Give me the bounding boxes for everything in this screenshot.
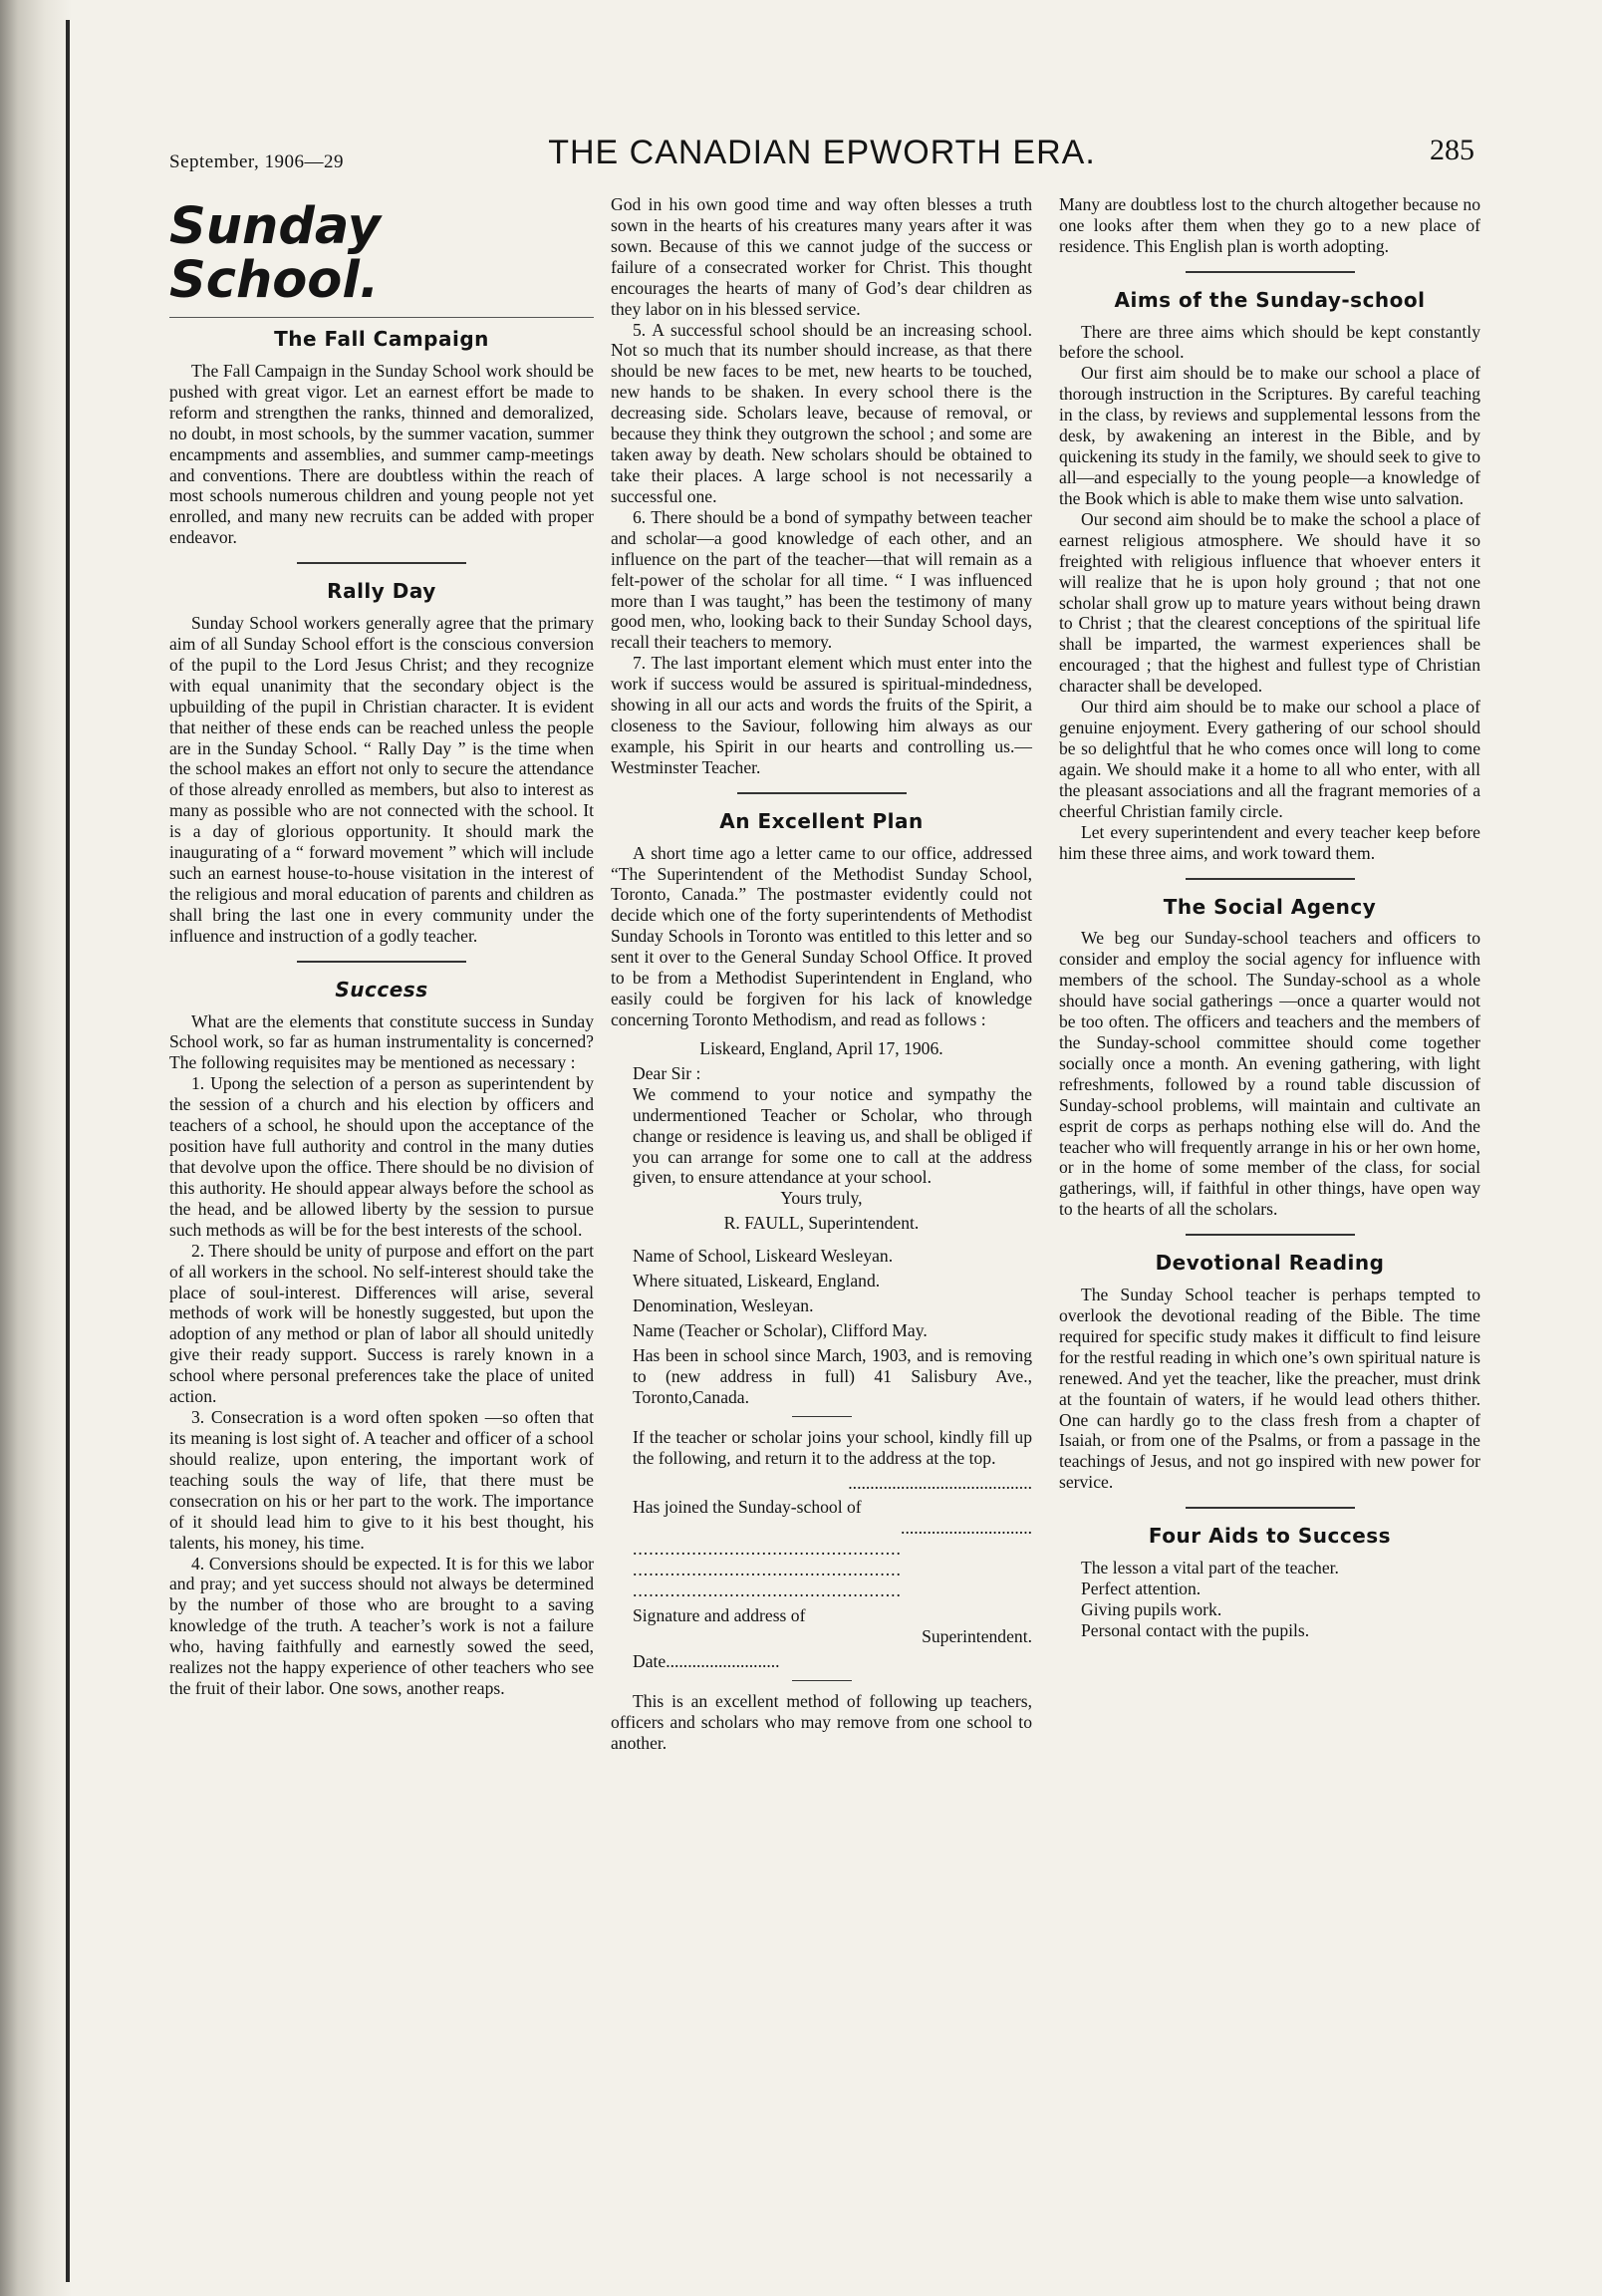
section-divider bbox=[297, 562, 466, 564]
page-number: 285 bbox=[1430, 134, 1474, 166]
section-divider bbox=[737, 792, 907, 794]
paragraph: Our first aim should be to make our school a place of thorough instruction in the Scriptures. By careful teaching in the class, by reviews and supplemental lessons from the desk, by awakening an interest in the Bible, and by quickening its study in the family, we should seek to give to all—and especially to the young people—a knowledge of the Book which is able to make them wise unto salvation. bbox=[1059, 363, 1480, 508]
paragraph: God in his own good time and way often blesses a truth sown in the hearts of his creatures many years after it was sown. Because of this we cannot judge of the success or failure of a consecrated worker for Christ. This thought encourages the hearts of many of God’s dear children as they labor on in his blessed service. bbox=[611, 194, 1032, 319]
page-header bbox=[169, 134, 1474, 183]
section-divider bbox=[297, 961, 466, 963]
short-divider bbox=[792, 1416, 852, 1417]
form-name: Name (Teacher or Scholar), Clifford May. bbox=[633, 1319, 928, 1340]
paragraph: There are three aims which should be kept constantly before the school. bbox=[1059, 321, 1480, 363]
paragraph: 5. A successful school should be an increasing school. Not so much that its number should increase, as that there should be new faces to be met, new hearts to be touched, new hands to be shaken. In every school there is the decreasing side. Scholars leave, because of removal, or because they think they outgrown the school ; and some are taken away by death. New scholars should be obtained to take their places. A large school is not necessarily a successful one. bbox=[611, 319, 1032, 506]
form-blank: .......................................... bbox=[848, 1472, 1032, 1493]
form-date: Date.......................... bbox=[633, 1650, 780, 1671]
column-right bbox=[1059, 194, 1480, 1641]
form-situated: Where situated, Liskeard, England. bbox=[633, 1271, 881, 1292]
paragraph: 2. There should be unity of purpose and effort on the part of all workers in the school. No self-interest should take the place of soul-interest. Differences will arise, several methods of work will be honestly suggested, but upon the adoption of any method or plan of labor all should unitedly give their ready support. Success is rarely known in a school where personal preferences take the place of united action. bbox=[169, 1240, 594, 1407]
letter-salutation: Dear Sir : bbox=[633, 1062, 701, 1083]
heading-four-aids: Four Aids to Success bbox=[1148, 1524, 1392, 1549]
paragraph: We beg our Sunday-school teachers and officers to consider and employ the social agency for influence with members of the school. The Sunday-school as a whole should have social gatherings —once a quarter would not be too often. The officers and teachers and the members of the Sunday-school committee should come together socially once a month. An evening gathering, with light refreshments, followed by a round table discussion of Sunday-school problems, will maintain and cultivate an esprit de corps as perhaps nothing else will do. And the teacher who will frequently arrange in his or her own home, or in the home of some member of the class, for social gatherings, will, if faithful in other things, have open way to the hearts of all the scholars. bbox=[1059, 928, 1480, 1220]
paragraph: 7. The last important element which must enter into the work if success would be assured is spiritual-mindedness, showing in all our acts and words the fruits of the Spirit, a closeness to the Saviour, following him always as our example, his Spirit in our hearts and controlling us.— Westminster Teacher. bbox=[611, 653, 1032, 777]
issue-date: September, 1906—29 bbox=[169, 151, 344, 172]
form-joined: Has joined the Sunday-school of bbox=[633, 1497, 862, 1518]
binding-shadow bbox=[0, 0, 72, 2296]
heading-rally-day: Rally Day bbox=[327, 579, 436, 604]
heading-fall-campaign: The Fall Campaign bbox=[274, 327, 489, 352]
section-divider bbox=[1186, 1234, 1355, 1236]
aids-list bbox=[1059, 1558, 1480, 1641]
list-item: Perfect attention. bbox=[1081, 1578, 1202, 1598]
paragraph: A short time ago a letter came to our office, addressed “The Superintendent of the Methodist Sunday School, Toronto, Canada.” The postmaster evidently could not decide which one of the forty superintendents of Methodist Sunday Schools in Toronto was entitled to this letter and so sent it over to the General Sunday School Office. It proved to be from a Methodist Superintendent in England, who easily could be forgiven for his lack of knowledge concerning Toronto Methodism, and read as follows : bbox=[611, 842, 1032, 1029]
publication-title: THE CANADIAN EPWORTH ERA. bbox=[548, 134, 1096, 171]
paragraph: 1. Upong the selection of a person as superintendent by the session of a church and his election by officers and teachers of a school, he should upon the acceptance of the position have full authority and control in the many duties that devolve upon the office. There should be no division of this authority. He should appear always before the school as the head, and be allowed liberty by the session to pursue such methods as will be for the best interests of the school. bbox=[169, 1073, 594, 1240]
letter-place: Liskeard, England, April 17, 1906. bbox=[699, 1037, 943, 1058]
department-title: Sunday School. bbox=[169, 200, 594, 318]
paragraph: What are the elements that constitute success in Sunday School work, so far as human instrumentality is concerned? The following requisites may be mentioned as necessary : bbox=[169, 1010, 594, 1073]
form-instructions: If the teacher or scholar joins your school, kindly fill up the following, and return it to the address at the top. bbox=[633, 1426, 1032, 1468]
form-denomination: Denomination, Wesleyan. bbox=[633, 1295, 814, 1316]
paragraph: 4. Conversions should be expected. It is for this we labor and pray; and yet success should not always be determined by the number of those who are brought to a saving knowledge of the truth. A teacher’s work is not a failure who, having faithfully and earnestly sowed the seed, realizes not the happy experience of other teachers who see the fruit of their labor. One sows, another reaps. bbox=[169, 1553, 594, 1699]
paragraph: The Fall Campaign in the Sunday School work should be pushed with great vigor. Let an earnest effort be made to reform and strengthen the ranks, thinned and demoralized, no doubt, in most schools, by the summer vacation, summer encampments and assemblies, and summer camp-meetings and conventions. There are doubtless within the reach of most schools numerous children and young people not yet enrolled, and many new recruits can be added with proper endeavor. bbox=[169, 360, 594, 548]
form-blank: .................................................. bbox=[633, 1560, 902, 1580]
letter bbox=[611, 1038, 1032, 1672]
heading-excellent-plan: An Excellent Plan bbox=[719, 808, 924, 833]
section-divider bbox=[1186, 1507, 1355, 1509]
letter-body: We commend to your notice and sympathy the undermentioned Teacher or Scholar, who through change or residence is leaving us, and shall be obliged if you can arrange for some one to call at the address given, to ensure attendance at your school. bbox=[633, 1083, 1032, 1188]
list-item: The lesson a vital part of the teacher. bbox=[1081, 1558, 1339, 1578]
paragraph: 3. Consecration is a word often spoken —so often that its meaning is lost sight of. A teacher and officer of a school should realize, upon entering, the important work of teaching souls the way of life, that there must be consecration on his or her part to the work. The importance of it should lead him to give to it his best thought, his talents, his money, his time. bbox=[169, 1407, 594, 1553]
column-left bbox=[169, 194, 594, 1699]
heading-social-agency: The Social Agency bbox=[1163, 894, 1377, 919]
paragraph: Our third aim should be to make our school a place of genuine enjoyment. Every gathering of our school should be so delightful that he who comes once will long to come again. We should make it a home to all who enter, with all the pleasant associations and all the fragrant memories of a cheerful Christian family circle. bbox=[1059, 697, 1480, 821]
letter-close: Yours truly, bbox=[780, 1188, 863, 1209]
short-divider bbox=[792, 1680, 852, 1681]
form-signature: Signature and address of bbox=[633, 1605, 806, 1626]
letter-signer: R. FAULL, Superintendent. bbox=[723, 1213, 920, 1234]
paragraph: Let every superintendent and every teacher keep before him these three aims, and work toward them. bbox=[1059, 821, 1480, 863]
form-school: Name of School, Liskeard Wesleyan. bbox=[633, 1246, 894, 1267]
form-blank: .............................. bbox=[901, 1518, 1032, 1539]
section-divider bbox=[1186, 878, 1355, 880]
section-divider bbox=[1186, 271, 1355, 273]
list-item: Personal contact with the pupils. bbox=[1081, 1619, 1310, 1640]
paragraph: 6. There should be a bond of sympathy between teacher and scholar—a good knowledge of each other, and an influence on the part of the teacher—that will remain as a felt-power of the scholar for all time. “ I was influenced more than I was taught,” has been the testimony of many good men, who, looking back to their Sunday School days, recall their teachers to memory. bbox=[611, 506, 1032, 653]
form-blank: .................................................. bbox=[633, 1539, 902, 1560]
heading-success: Success bbox=[335, 977, 428, 1002]
heading-aims: Aims of the Sunday-school bbox=[1114, 287, 1426, 312]
paragraph: Our second aim should be to make the school a place of earnest religious atmosphere. We should have it so freighted with religious influence that whoever enters it will realize that he is upon holy ground ; that not one scholar shall grow up to mature years without being drawn to Christ ; that the clearest conceptions of the spiritual life shall be imparted, the warmest experiences shall be encouraged ; that the highest and fullest type of Christian character shall be developed. bbox=[1059, 508, 1480, 697]
paragraph: Sunday School workers generally agree that the primary aim of all Sunday School effort is the conscious conversion of the pupil to the Lord Jesus Christ; and they recognize with equal unanimity that the secondary object is the upbuilding of the pupil in Christian character. It is evident that neither of these ends can be reached unless the people are in the Sunday School. “ Rally Day ” is the time when the school makes an effort not only to secure the attendance of those already enrolled as members, but also to interest as many as possible who are not connected with the school. It is a day of glorious opportunity. It should mark the inaugurating of a “ forward movement ” which will include such an earnest house-to-house visitation in the interest of the religious and moral education of parents and children as shall bring the last one in every community under the influence and instruction of a godly teacher. bbox=[169, 612, 594, 946]
form-signature-role: Superintendent. bbox=[922, 1625, 1032, 1646]
form-school-since: Has been in school since March, 1903, and is removing to (new address in full) 41 Salisbury Ave., Toronto,Canada. bbox=[633, 1344, 1032, 1407]
list-item: Giving pupils work. bbox=[1081, 1598, 1222, 1619]
paragraph: The Sunday School teacher is perhaps tempted to overlook the devotional reading of the Bible. The time required for specific study makes it difficult to find leisure for the restful reading in which one’s own spiritual nature is renewed. And yet the teacher, like the preacher, must drink at the fountain of waters, if he would lead others thither. One can hardly go to the class fresh from a chapter of Isaiah, or from one of the Psalms, or from a passage in the teachings of Jesus, and not go inspired with new power for service. bbox=[1059, 1285, 1480, 1493]
form-blank: .................................................. bbox=[633, 1580, 902, 1601]
binding-edge-line bbox=[66, 20, 70, 2282]
heading-devotional-reading: Devotional Reading bbox=[1155, 1251, 1385, 1276]
paragraph: Many are doubtless lost to the church altogether because no one looks after them when they go to a new place of residence. This English plan is worth adopting. bbox=[1059, 194, 1480, 256]
paragraph: This is an excellent method of following up teachers, officers and scholars who may remove from one school to another. bbox=[611, 1690, 1032, 1753]
column-middle bbox=[611, 194, 1032, 1754]
